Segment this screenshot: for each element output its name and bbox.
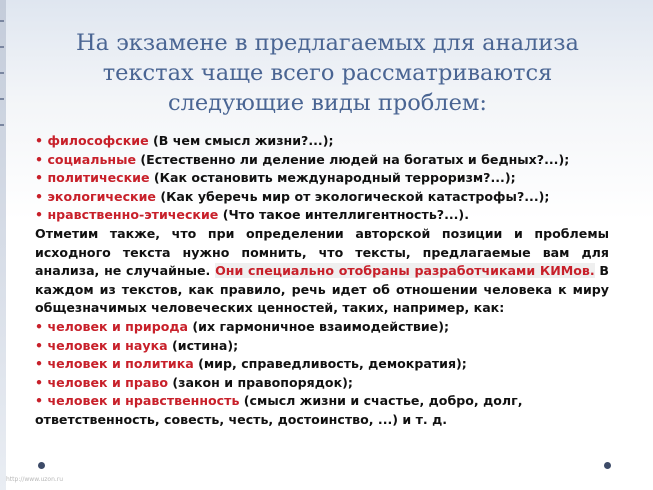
slide-title: На экзамене в предлагаемых для анализа текстах чаще всего рассматриваются следующие виды проблем: <box>76 30 579 116</box>
value-description: (закон и правопорядок); <box>168 374 353 390</box>
edge-tick <box>0 46 4 48</box>
bullet-marker: • <box>35 188 44 204</box>
decorative-dot <box>604 462 611 469</box>
bullet-marker: • <box>35 207 44 223</box>
list-item <box>35 132 609 151</box>
edge-tick <box>0 98 4 100</box>
bullet-marker: • <box>35 374 44 390</box>
list-item <box>35 355 609 374</box>
value-term: человек и право <box>47 374 169 390</box>
problem-description: (Что такое интеллигентность?...). <box>218 207 469 223</box>
highlighted-sentence: Они специально отобраны разработчиками КИМов. <box>215 263 595 279</box>
problem-description: (Как остановить международный терроризм?...); <box>149 170 516 186</box>
watermark: http://www.uzon.ru <box>6 476 64 483</box>
bullet-marker: • <box>35 393 44 409</box>
value-description: (истина); <box>167 337 239 353</box>
value-description: (смысл жизни и счастье, добро, долг, ответственность, совесть, честь, достоинство, ...) и т. д. <box>35 393 523 427</box>
bullet-marker: • <box>35 337 44 353</box>
bullet-marker: • <box>35 170 44 186</box>
value-description: (их гармоничное взаимодействие); <box>188 318 449 334</box>
edge-tick <box>0 124 4 126</box>
problem-term: философские <box>47 133 149 148</box>
list-item <box>35 318 609 337</box>
list-item <box>35 392 609 429</box>
value-term: человек и природа <box>47 318 189 334</box>
value-description: (мир, справедливость, демократия); <box>193 356 467 372</box>
bullet-marker: • <box>35 356 44 372</box>
problem-term: социальные <box>47 151 137 167</box>
problem-list <box>35 132 609 225</box>
value-term: человек и нравственность <box>47 393 240 409</box>
problem-description: (Естественно ли деление людей на богатых и бедных?...); <box>136 151 570 167</box>
problem-term: политические <box>47 170 150 186</box>
paragraph-text: Отметим также, что при определении авторской позиции и проблемы исходного текста нужно помнить, что тексты, предлагаемые вам для анализа, не случайные. <box>35 225 609 279</box>
slide-left-edge <box>0 0 6 490</box>
problem-description: (В чем смысл жизни?...); <box>148 133 334 148</box>
edge-tick <box>0 72 4 74</box>
explanation-paragraph <box>35 225 609 318</box>
list-item <box>35 337 609 356</box>
value-term: человек и наука <box>47 337 168 353</box>
list-item <box>35 374 609 393</box>
problem-description: (Как уберечь мир от экологической катастрофы?...); <box>155 188 550 204</box>
edge-tick <box>0 20 4 22</box>
problem-term: нравственно-этические <box>47 207 219 223</box>
value-term: человек и политика <box>47 356 194 372</box>
list-item <box>35 151 609 170</box>
decorative-dot <box>38 462 45 469</box>
values-list <box>35 318 609 430</box>
problem-term: экологические <box>47 188 156 204</box>
paragraph-text: В каждом из текстов, как правило, речь идет об отношении человека к миру общезначимых человеческих ценностей, таких, например, как: <box>35 263 610 316</box>
list-item <box>35 188 609 207</box>
bullet-marker: • <box>35 318 44 334</box>
list-item <box>35 169 609 188</box>
bullet-marker: • <box>35 151 44 167</box>
bullet-marker: • <box>35 133 44 148</box>
list-item <box>35 206 609 225</box>
slide-content <box>35 132 609 430</box>
